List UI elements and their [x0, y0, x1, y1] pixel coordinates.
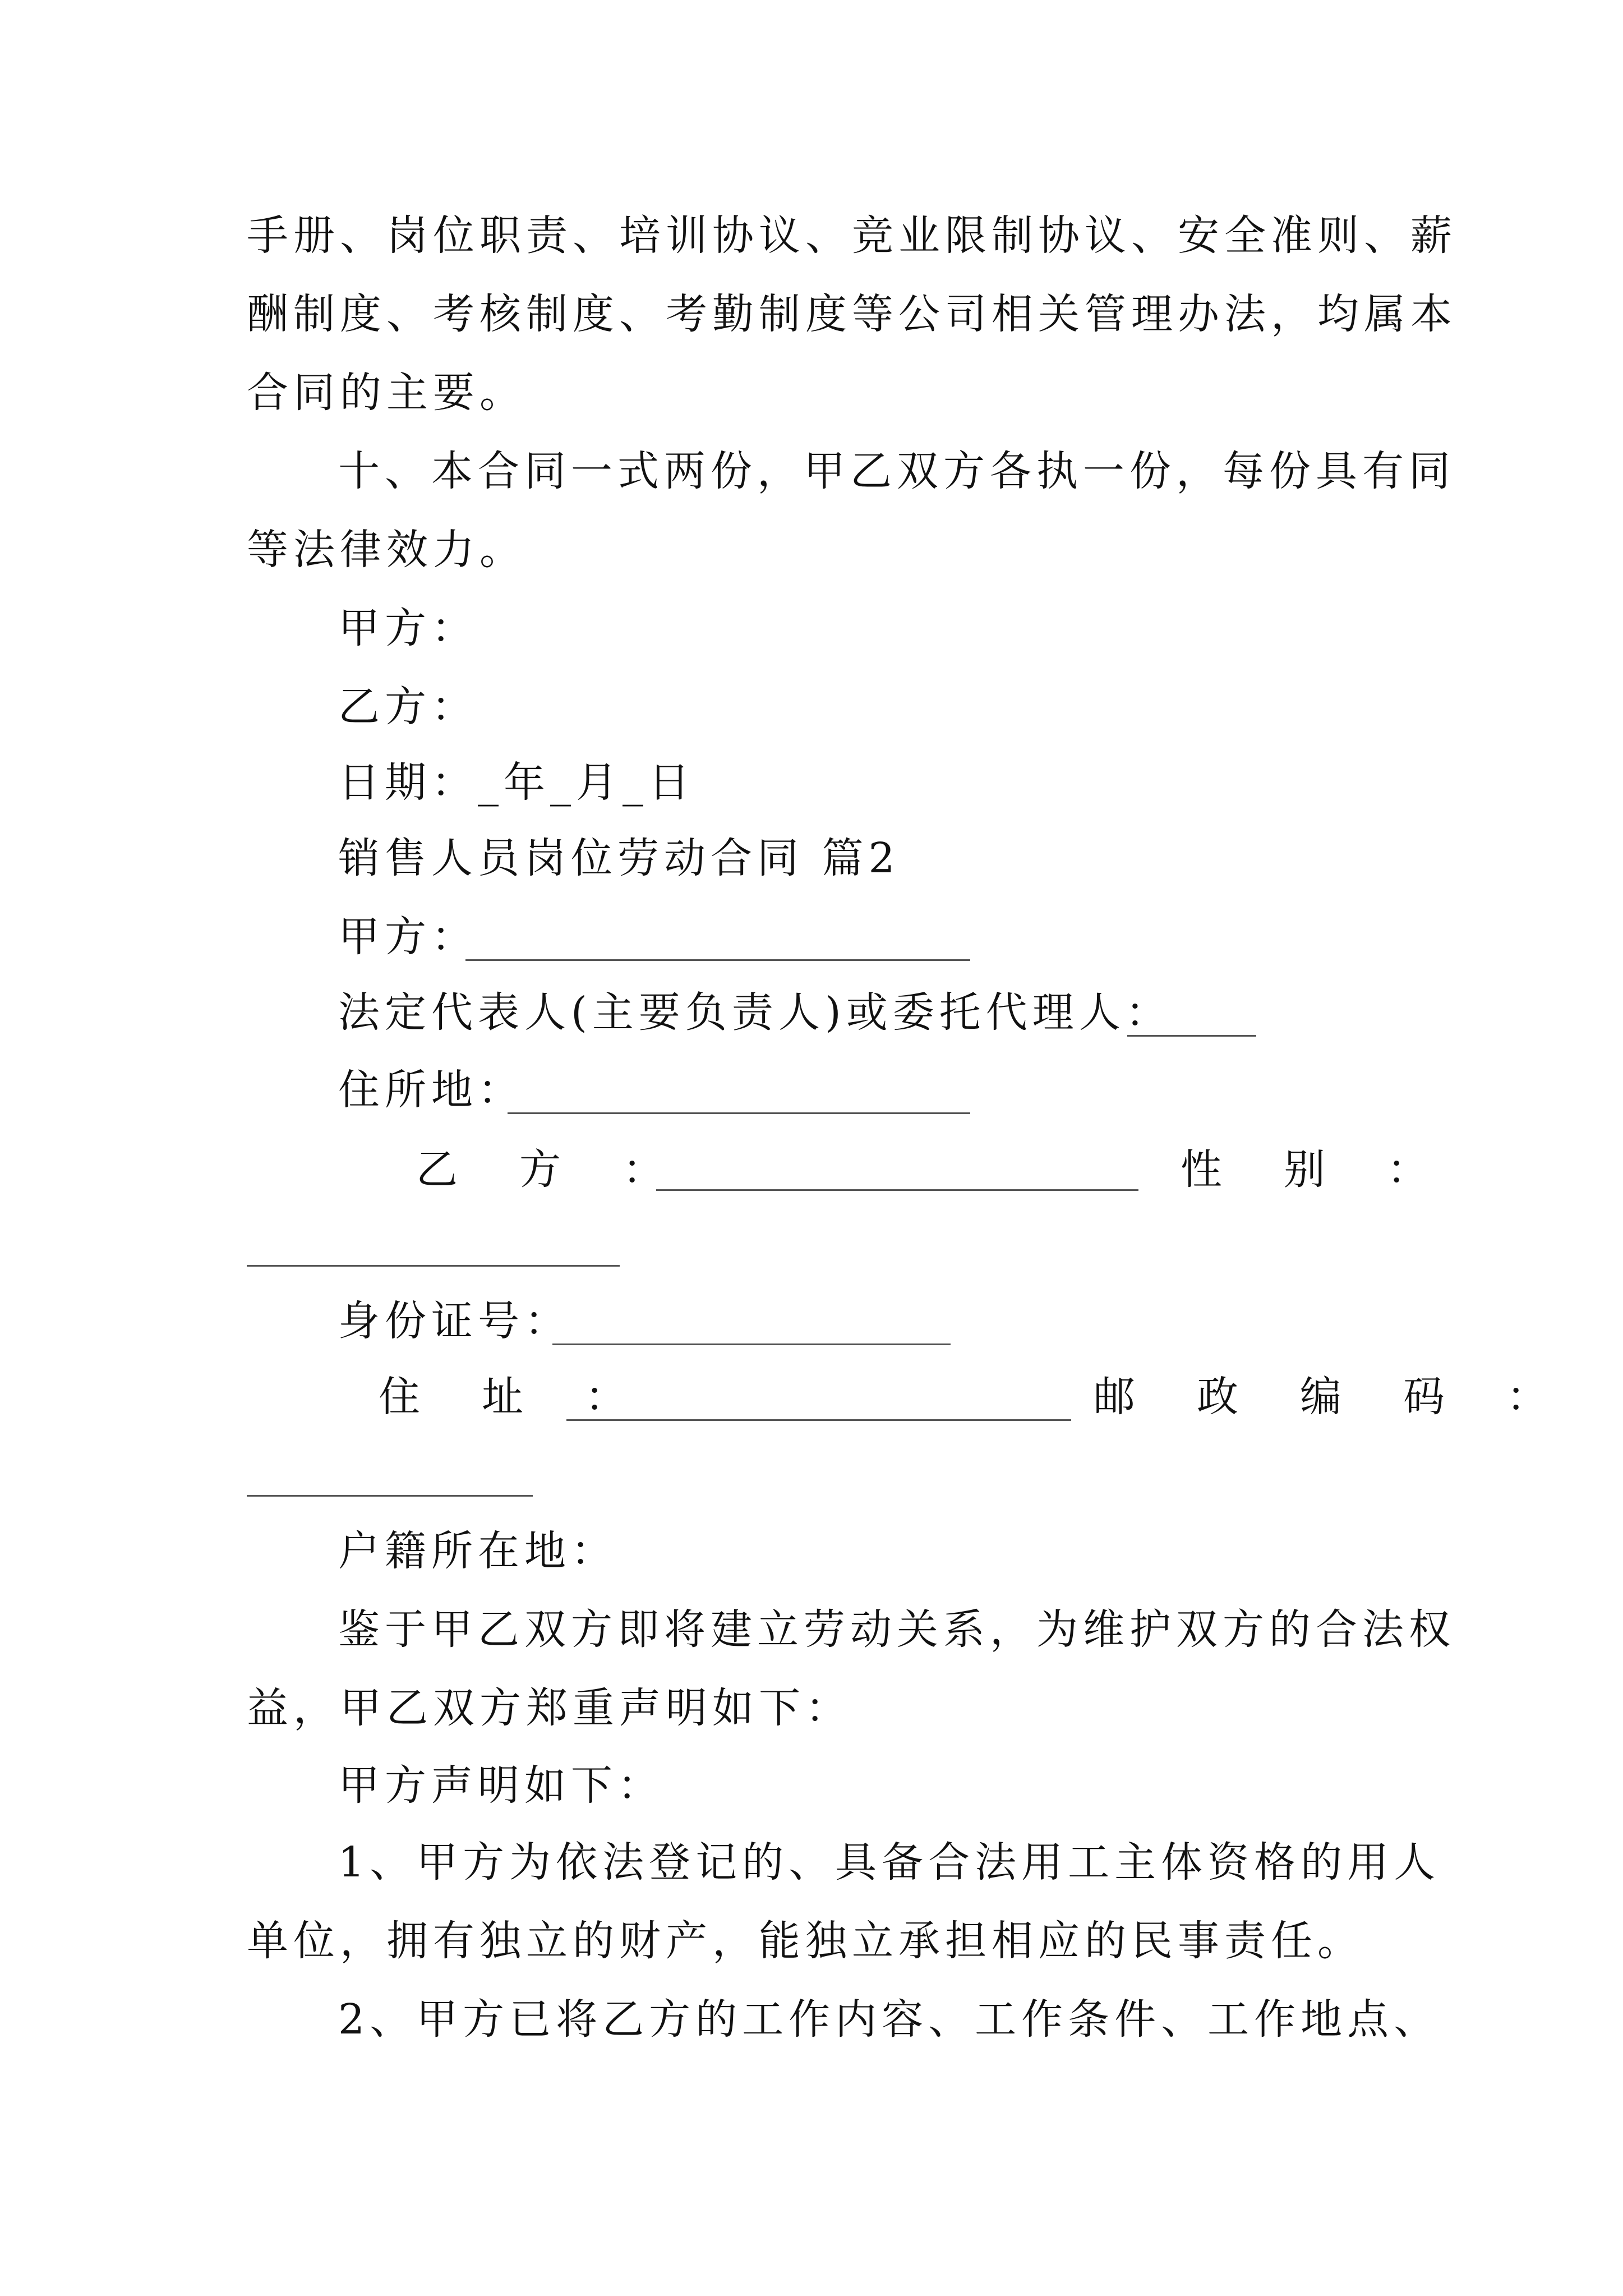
- declaration-item-2: 2、甲方已将乙方的工作内容、工作条件、工作地点、: [338, 1995, 1441, 2044]
- party-a-label: 甲方：: [338, 604, 478, 652]
- text-line: 单位，拥有独立的财产，能独立承担相应的民事责任。: [247, 1917, 1364, 1965]
- declaration-item-1: 1、甲方为依法登记的、具备合法用工主体资格的用人: [338, 1838, 1441, 1887]
- text-line: 酬制度、考核制度、考勤制度等公司相关管理办法，均属本: [247, 290, 1457, 338]
- residence-label: 住 址 ：: [379, 1373, 637, 1421]
- text-line: 益，甲乙双方郑重声明如下：: [247, 1684, 852, 1732]
- party-a-field-label: 甲方：: [338, 913, 478, 961]
- address-blank[interactable]: [508, 1112, 970, 1114]
- postal-code-blank[interactable]: [247, 1495, 533, 1497]
- party-a-blank[interactable]: [465, 959, 970, 961]
- date-line: 日期：_年_月_日: [338, 758, 695, 807]
- household-label: 户籍所在地：: [338, 1527, 617, 1575]
- party-a-declaration-heading: 甲方声明如下：: [338, 1761, 664, 1810]
- text-line: 鉴于甲乙双方即将建立劳动关系，为维护双方的合法权: [338, 1605, 1455, 1654]
- postal-code-label: 邮 政 编 码 ：: [1094, 1373, 1558, 1421]
- party-b-blank[interactable]: [656, 1189, 1138, 1191]
- text-line: 手册、岗位职责、培训协议、竞业限制协议、安全准则、薪: [247, 211, 1457, 260]
- section-title: 销售人员岗位劳动合同 篇2: [338, 834, 900, 882]
- id-number-blank[interactable]: [552, 1343, 951, 1345]
- text-line: 合同的主要。: [247, 369, 526, 417]
- legal-rep-blank[interactable]: [1127, 1035, 1256, 1037]
- residence-blank[interactable]: [566, 1419, 1071, 1421]
- clause-10: 十、本合同一式两份，甲乙双方各执一份，每份具有同: [338, 447, 1455, 495]
- id-number-label: 身份证号：: [338, 1297, 571, 1345]
- gender-blank[interactable]: [247, 1265, 620, 1267]
- party-b-label: 乙方：: [338, 683, 478, 731]
- gender-label: 性 别 ：: [1181, 1145, 1438, 1194]
- text-line: 等法律效力。: [247, 526, 526, 574]
- legal-rep-label: 法定代表人(主要负责人)或委托代理人：: [338, 988, 1172, 1037]
- address-label: 住所地：: [338, 1066, 524, 1114]
- party-b-field-label: 乙 方 ：: [416, 1145, 674, 1194]
